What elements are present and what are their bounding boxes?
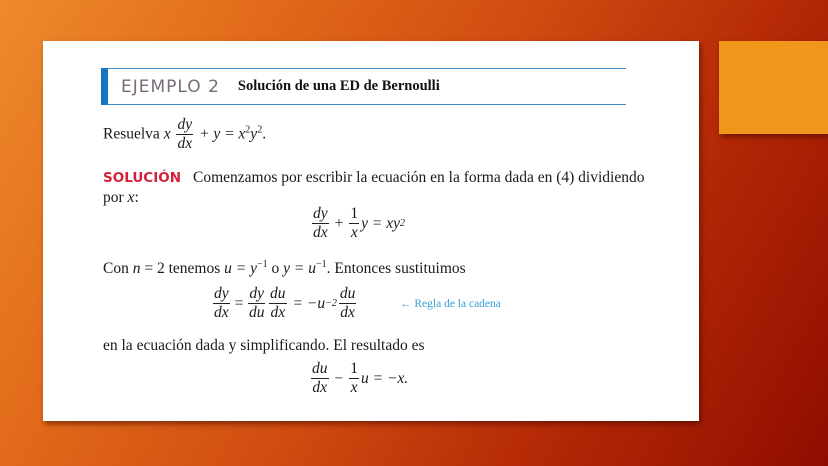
- example-title: Solución de una ED de Bernoulli: [237, 78, 440, 94]
- fraction-dy-dx: $\frac{dy}{dx}$: [177, 116, 193, 153]
- equation-3-result: $\frac{du}{dx}$ − $\frac{1}{x}$ u = −x.: [312, 360, 409, 397]
- slide-content-card: [43, 41, 699, 421]
- solution-line-1: SOLUCIÓN Comenzamos por escribir la ecuación en la forma dada en (4) dividiendo: [103, 169, 645, 186]
- solution-line-2: por x:: [103, 189, 139, 206]
- problem-statement: Resuelva x $\frac{dy}{dx}$ + $y = x^2y^2$.: [103, 116, 267, 153]
- var-x: x: [163, 125, 171, 143]
- header-accent-bar: [101, 68, 108, 105]
- result-text: en la ecuación dada y simplificando. El resultado es: [103, 337, 425, 354]
- equation-2-chain-rule: $\frac{dy}{dx}$ = $\frac{dy}{du}$ $\frac{du}{dx}$ = −u −2 $\frac{du}{dx}$: [214, 285, 356, 322]
- equation-1: $\frac{dy}{dx}$ + $\frac{1}{x}$ y = xy 2: [313, 205, 405, 242]
- accent-square: [719, 41, 828, 134]
- problem-prefix: Resuelva: [103, 125, 160, 143]
- problem-rest: + y = x: [198, 125, 246, 143]
- example-header: [101, 68, 626, 105]
- substitution-text: Con n = 2 tenemos $u = y^{-1}$ o $y = u^{-1}$. Entonces sustituimos: [103, 259, 466, 277]
- chain-rule-note: ← Regla de la cadena: [400, 298, 501, 310]
- solution-label: SOLUCIÓN: [103, 170, 181, 186]
- example-label: EJEMPLO 2: [121, 76, 220, 97]
